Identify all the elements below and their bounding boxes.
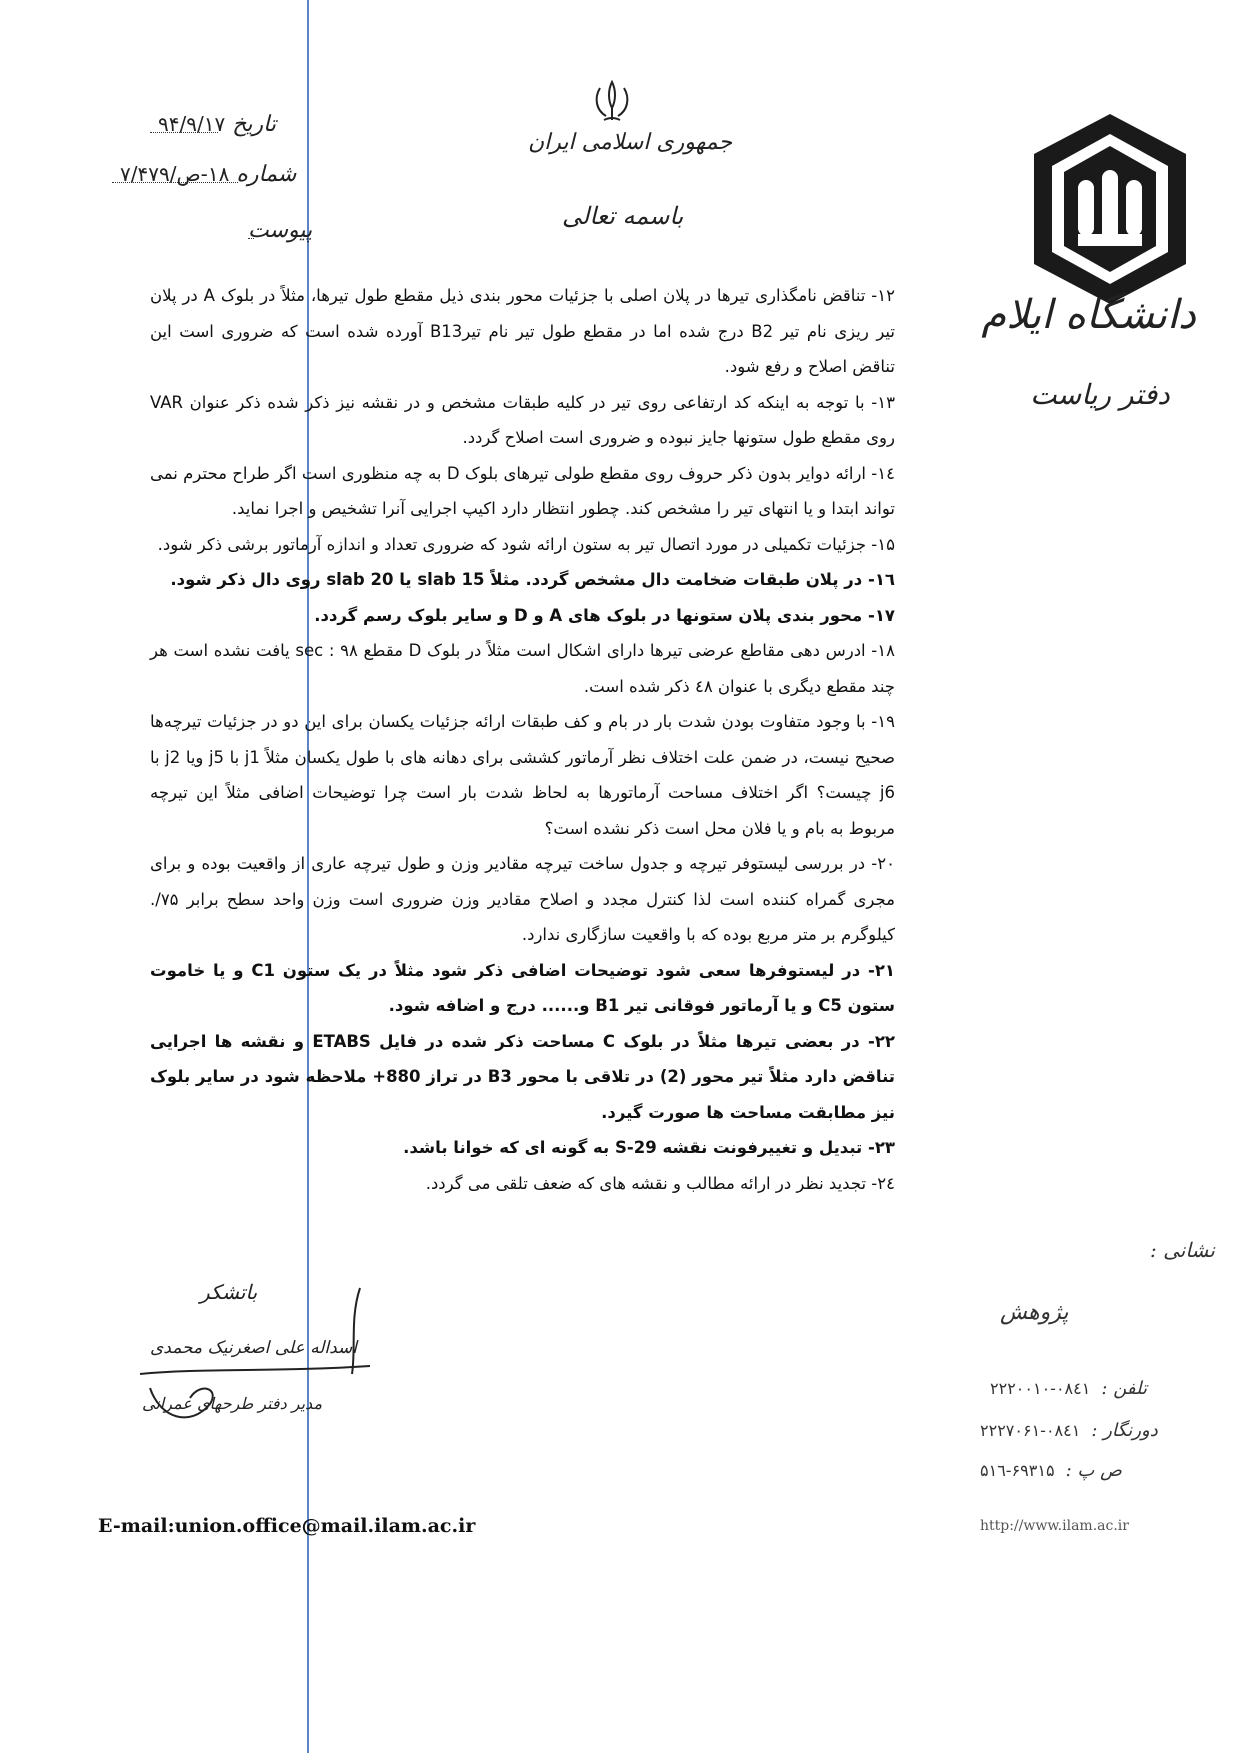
fax-label: دورنگار : xyxy=(1091,1420,1158,1441)
date-label: تاریخ xyxy=(232,112,276,137)
list-item: ۱۲- تناقض نامگذاری تیرها در پلان اصلی با جزئیات محور بندی ذیل مقطع طول تیرها، مثلاً در بلوک A در پلان تیر ریزی نام تیر B2 درج شده اما در مقطع طول تیر نام تیرB13 آورده شده است که ضروری است این تناقض اصلاح و رفع شود. xyxy=(150,286,895,376)
number-label: شماره xyxy=(236,162,297,187)
presidency-office: دفتر ریاست xyxy=(1030,378,1170,411)
list-item: ۲۱- در لیستوفرها سعی شود توضیحات اضافی ذکر شود مثلاً در یک ستون C1 و یا خاموت ستون C5 و یا آرماتور فوقانی تیر B1 و...... درج و اضافه شود. xyxy=(150,960,895,1015)
signature-thanks: باتشکر xyxy=(200,1280,258,1304)
bismillah: باسمه تعالی xyxy=(562,202,684,230)
emblem-icon xyxy=(590,78,634,124)
list-item: ۱٤- ارائه دوایر بدون ذکر حروف روی مقطع طولی تیرهای بلوک D به چه منظوری است اگر طراح محترم نمی تواند ابتدا و یا انتهای تیر را مشخص کند. چطور انتظار دارد اکیپ اجرایی آنرا تشخیص و اجرا نماید. xyxy=(150,463,895,518)
email-address[interactable]: E-mail:union.office@mail.ilam.ac.ir xyxy=(98,1515,476,1537)
phone-label: تلفن : xyxy=(1101,1378,1147,1399)
list-item: ۱۷- محور بندی پلان ستونها در بلوک های A و D و سایر بلوک رسم گردد. xyxy=(314,605,895,625)
website-link[interactable]: http://www.ilam.ac.ir xyxy=(980,1518,1129,1534)
po-label: ص پ : xyxy=(1065,1460,1122,1481)
po-value: ۶۹۳۱۵-۵۱٦ xyxy=(980,1461,1055,1480)
list-item: ۱۹- با وجود متفاوت بودن شدت بار در بام و کف طبقات ارائه جزئیات یکسان برای این دو در جزئیات تیرچه‌ها صحیح نیست، در ضمن علت اختلاف نظر آرماتور کششی برای دهانه های با طول یکسان مثلاً j1 با j5 ویا j2 با j6 چیست؟ اگر اختلاف مساحت آرماتورها به لحاظ شدت بار است چرا توضیحات اضافی مثلاً این تیرچه مربوط به بام و یا فلان محل است ذکر نشده است؟ xyxy=(150,712,895,838)
list-item: ۱۵- جزئیات تکمیلی در مورد اتصال تیر به ستون ارائه شود که ضروری تعداد و اندازه آرماتور برشی ذکر شود. xyxy=(157,534,895,554)
po-box-line xyxy=(980,1460,1122,1481)
phone-line xyxy=(990,1378,1147,1399)
list-item: ۱۳- با توجه به اینکه کد ارتفاعی روی تیر در کلیه طبقات مشخص و در نقشه نیز ذکر شده ذکر عنوان VAR روی مقطع طول ستونها جایز نبوده و ضروری است اصلاح گردد. xyxy=(150,392,895,447)
fax-line xyxy=(980,1420,1158,1441)
university-name: دانشگاه ایلام xyxy=(981,292,1196,338)
list-item: ۱۸- ادرس دهی مقاطع عرضی تیرها دارای اشکال است مثلاً در بلوک D مقطع ۹۸ : sec یافت نشده است هر چند مقطع دیگری با عنوان ٤۸ ذکر شده است. xyxy=(150,641,895,696)
list-item: ۲۲- در بعضی تیرها مثلاً در بلوک C مساحت ذکر شده در فایل ETABS و نقشه ها اجرایی تناقض دارد مثلاً تیر محور (2) در تلاقی با محور B3 در تراز 880+ ملاحظه شود در سایر بلوک نیز مطابقت مساحت ها صورت گیرد. xyxy=(150,1031,896,1122)
list-item: ۱٦- در پلان طبقات ضخامت دال مشخص گردد. مثلاً slab 15 یا slab 20 روی دال ذکر شود. xyxy=(170,570,895,589)
signer-title: مدیر دفتر طرحهای عمرانی xyxy=(142,1394,323,1413)
address-line: پژوهش xyxy=(1000,1300,1069,1325)
address-label: نشانی : xyxy=(1150,1238,1215,1262)
review-items-list xyxy=(150,278,895,1201)
attachment-label: پیوست xyxy=(248,218,313,243)
list-item: ۲٤- تجدید نظر در ارائه مطالب و نقشه های که ضعف تلقی می گردد. xyxy=(425,1173,895,1193)
number-value: ۱۸-ص/۷/۴۷۹ xyxy=(120,162,230,186)
number-field xyxy=(112,162,296,187)
date-value: ۹۴/۹/۱۷ xyxy=(158,112,226,136)
date-field xyxy=(150,112,276,137)
university-logo-icon xyxy=(1026,110,1194,308)
attachment-field xyxy=(248,218,312,243)
list-item: ۲۰- در بررسی لیستوفر تیرچه و جدول ساخت تیرچه مقادیر وزن و طول تیرچه عاری از واقعیت بوده و برای مجری گمراه کننده است لذا کنترل مجدد و اصلاح مقادیر وزن ضروری است وزن واحد سطح برابر ۷۵/. کیلوگرم بر متر مربع بوده که با واقعیت سازگاری ندارد. xyxy=(150,854,895,944)
signer-name: اسداله علی اصغرنیک محمدی xyxy=(150,1338,358,1358)
phone-value: ۰۸٤۱-۲۲۲۰۰۱۰ xyxy=(990,1379,1091,1398)
fax-value: ۰۸٤۱-۲۲۲۷۰۶۱ xyxy=(980,1421,1081,1440)
republic-title: جمهوری اسلامی ایران xyxy=(528,130,733,155)
list-item: ۲۳- تبدیل و تغییرفونت نقشه S-29 به گونه ای که خوانا باشد. xyxy=(403,1138,895,1157)
